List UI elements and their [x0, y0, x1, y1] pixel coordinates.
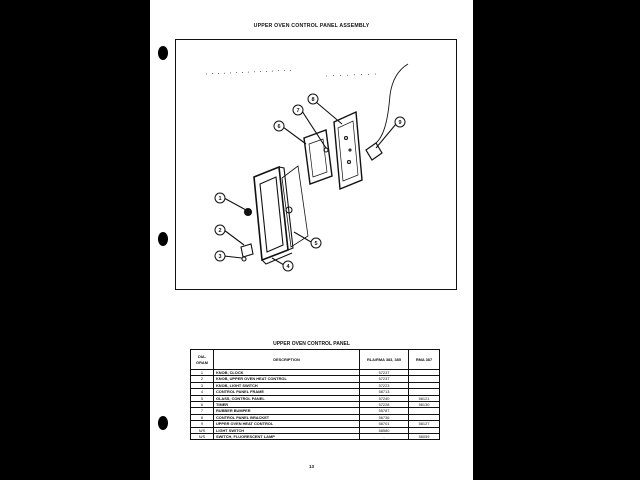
cell-description: TIMER	[214, 402, 360, 408]
cell-diagram: 1	[191, 370, 214, 376]
cell-col-a: 58701	[360, 421, 409, 427]
cell-col-b: 58121	[409, 395, 440, 401]
callout-label-6: 6	[277, 124, 281, 130]
cell-description: LIGHT SWITCH	[214, 427, 360, 433]
callout-label-3: 3	[218, 254, 222, 260]
cell-description: GLASS, CONTROL PANEL	[214, 395, 360, 401]
table-header-row	[191, 350, 440, 370]
callout-label-4: 4	[286, 264, 290, 270]
cell-description: CONTROL PANEL BRACKET	[214, 414, 360, 420]
manual-page	[150, 0, 473, 480]
cell-description: SWITCH, FLUORESCENT LAMP	[214, 434, 360, 440]
cell-col-a: 57228	[360, 402, 409, 408]
cell-diagram: 7	[191, 408, 214, 414]
cell-diagram: 3	[191, 382, 214, 388]
cell-col-a: 58713	[360, 389, 409, 395]
cell-col-a: 57223	[360, 382, 409, 388]
cell-col-a: 57237	[360, 376, 409, 382]
binder-hole	[158, 416, 168, 430]
callout-label-2: 2	[218, 228, 222, 234]
parts-table	[190, 349, 440, 440]
cell-diagram: 8	[191, 414, 214, 420]
cell-col-b: 58059	[409, 434, 440, 440]
table-row	[191, 434, 440, 440]
callout-label-1: 1	[218, 196, 222, 202]
cell-col-b: 58130	[409, 402, 440, 408]
table-body	[191, 370, 440, 440]
callout-label-8: 8	[311, 97, 315, 103]
cell-diagram: 2	[191, 376, 214, 382]
header-diagram: DIA-GRAM	[191, 350, 214, 370]
cell-col-a: -	[360, 434, 409, 440]
exploded-diagram	[175, 39, 457, 290]
cell-description: RUBBER BUMPER	[214, 408, 360, 414]
header-col-a: RLA/RMA 383, 385	[360, 350, 409, 370]
cell-description: KNOB, UPPER OVEN HEAT CONTROL	[214, 376, 360, 382]
header-col-b: RMA 387	[409, 350, 440, 370]
page-title: UPPER OVEN CONTROL PANEL ASSEMBLY	[253, 23, 370, 29]
diagram-drawing	[176, 40, 458, 291]
cell-col-a: 56736	[360, 414, 409, 420]
table-title: UPPER OVEN CONTROL PANEL	[273, 341, 350, 347]
callout-label-9: 9	[398, 120, 402, 126]
cell-col-a: 58580	[360, 427, 409, 433]
page-number: 13	[308, 464, 314, 469]
cell-col-b: 58127	[409, 421, 440, 427]
cell-diagram: 4	[191, 389, 214, 395]
cell-description: KNOB, CLOCK	[214, 370, 360, 376]
binder-hole	[158, 46, 168, 60]
cell-description: KNOB, LIGHT SWITCH	[214, 382, 360, 388]
cell-col-a: 57237	[360, 370, 409, 376]
binder-hole	[158, 232, 168, 246]
cell-col-a: 57240	[360, 395, 409, 401]
cell-diagram: 5	[191, 395, 214, 401]
cell-diagram: N/S	[191, 434, 214, 440]
callout-label-5: 5	[314, 241, 318, 247]
cell-diagram: N/S	[191, 427, 214, 433]
cell-description: CONTROL PANEL FRAME	[214, 389, 360, 395]
cell-diagram: 6	[191, 402, 214, 408]
header-description: DESCRIPTION	[214, 350, 360, 370]
callout-label-7: 7	[296, 108, 300, 114]
cell-diagram: 9	[191, 421, 214, 427]
cell-col-a: 55787	[360, 408, 409, 414]
cell-description: UPPER OVEN HEAT CONTROL	[214, 421, 360, 427]
